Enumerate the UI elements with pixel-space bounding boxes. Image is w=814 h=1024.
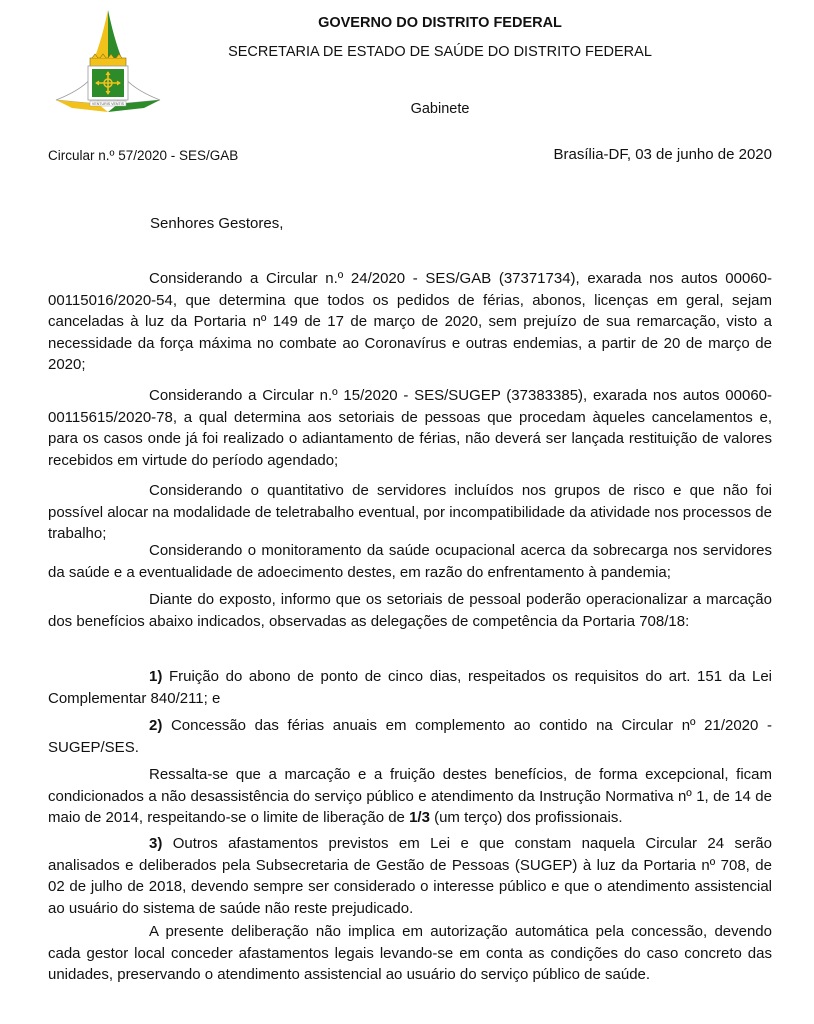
brasao-distrito-federal-icon <box>52 8 164 116</box>
item-text: Concessão das férias anuais em complemento ao contido na Circular nº 21/2020 - SUGEP/SES. <box>48 717 772 756</box>
paragraph-text: A presente deliberação não implica em autorização automática pela concessão, devendo cada gestor local conceder afastamentos legais levando-se em conta as condições do caso concreto das unidades, preservando o atendimento assistencial ao usuário do serviço público de saúde. <box>48 923 772 984</box>
paragraph-text: Considerando a Circular n.º 15/2020 - SES/SUGEP (37383385), exarada nos autos 00060-00115615/2020-78, a qual determina aos setoriais de pessoas que procedam àqueles cancelamentos e, para os casos onde já foi realizado o adiantamento de férias, não deverá ser lançada restituição de valores recebidos em virtude do período agendado; <box>48 387 772 469</box>
paragraph-closing <box>48 921 772 986</box>
paragraph-text: Considerando a Circular n.º 24/2020 - SES/GAB (37371734), exarada nos autos 00060-00115016/2020-54, que determina que todos os pedidos de férias, abonos, licenças em geral, sejam canceladas à luz da Portaria nº 149 de 17 de março de 2020, sem prejuízo de sua remarcação, visto a necessidade da força máxima no combate ao Coronavírus e outras endemias, a partir de 20 de março de 2020; <box>48 270 772 374</box>
paragraph-text: Considerando o quantitativo de servidores incluídos nos grupos de risco e que não foi possível alocar na modalidade de teletrabalho eventual, por incompatibilidade da atividade nos processos de trabalho; <box>48 482 772 543</box>
place-date: Brasília-DF, 03 de junho de 2020 <box>553 146 772 163</box>
item-text: Outros afastamentos previstos em Lei e que constam naquela Circular 24 serão analisados e deliberados pela Subsecretaria de Gestão de Pessoas (SUGEP) à luz da Portaria nº 708, de 02 de julho de 2018, devendo sempre ser considerado o interesse público e que o atendimento assistencial ao usuário do sistema de saúde não reste prejudicado. <box>48 835 772 917</box>
note-bold-fraction: 1/3 <box>409 809 430 827</box>
item-text: Fruição do abono de ponto de cinco dias, respeitados os requisitos do art. 151 da Lei Complementar 840/211; e <box>48 668 772 707</box>
government-title: GOVERNO DO DISTRITO FEDERAL <box>318 15 562 31</box>
paragraph-text: Diante do exposto, informo que os setoriais de pessoal poderão operacionalizar a marcação dos benefícios abaixo indicados, observadas as delegações de competência da Portaria 708/18: <box>48 591 772 630</box>
paragraph-considering-risk-groups <box>48 480 772 545</box>
paragraph-note <box>48 764 772 829</box>
salutation: Senhores Gestores, <box>150 215 284 232</box>
paragraph-considering-circular-24 <box>48 268 772 376</box>
paragraph-text: Considerando o monitoramento da saúde ocupacional acerca da sobrecarga nos servidores da saúde e a eventualidade de adoecimento destes, em razão do enfrentamento à pandemia; <box>48 542 772 581</box>
secretariat-title: SECRETARIA DE ESTADO DE SAÚDE DO DISTRITO FEDERAL <box>228 44 652 60</box>
note-text: Ressalta-se que a marcação e a fruição destes benefícios, de forma excepcional, ficam condicionados a não desassistência do serviço público e atendimento da Instrução Normativa nº 1, de 14 de maio de 2014, respeitando-se o limite de liberação de <box>48 766 772 827</box>
paragraph-considering-circular-15 <box>48 385 772 471</box>
note-text-end: (um terço) dos profissionais. <box>429 809 623 827</box>
paragraph-given-exposed <box>48 589 772 632</box>
svg-text:VENTURIS VENTIS: VENTURIS VENTIS <box>91 102 125 107</box>
item-number: 1) <box>149 668 163 685</box>
item-number: 3) <box>149 835 163 852</box>
department-title: Gabinete <box>410 101 470 117</box>
list-item-3 <box>48 833 772 919</box>
circular-reference: Circular n.º 57/2020 - SES/GAB <box>48 148 239 163</box>
paragraph-considering-monitoring <box>48 540 772 583</box>
item-number: 2) <box>149 717 163 734</box>
list-item-2 <box>48 715 772 758</box>
list-item-1 <box>48 666 772 709</box>
